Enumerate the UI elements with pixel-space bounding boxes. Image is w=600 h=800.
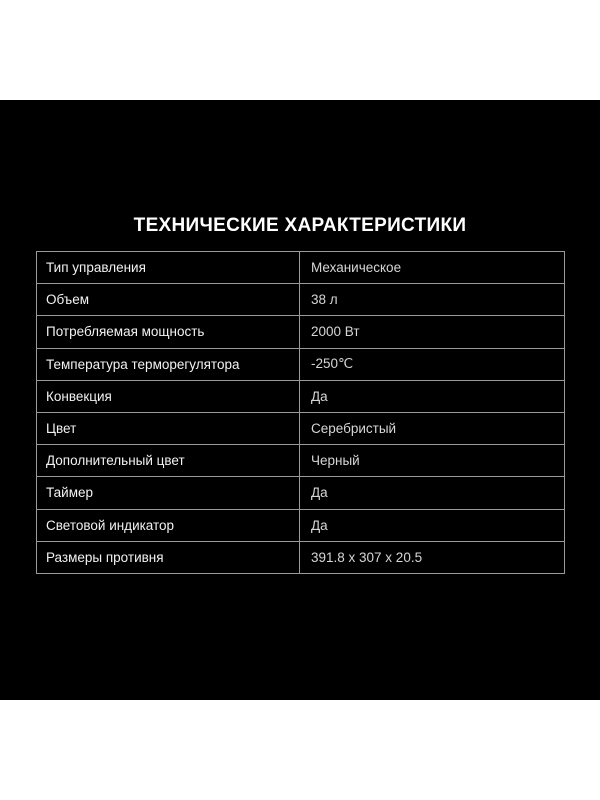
spec-value: Да — [300, 380, 565, 412]
spec-label: Световой индикатор — [37, 509, 300, 541]
page-title: ТЕХНИЧЕСКИЕ ХАРАКТЕРИСТИКИ — [133, 215, 467, 236]
spec-label: Температура терморегулятора — [37, 348, 300, 380]
spec-label: Потребляемая мощность — [37, 316, 300, 348]
spec-value: Черный — [300, 445, 565, 477]
spec-value: Да — [300, 509, 565, 541]
table-row — [37, 348, 565, 380]
spec-value: 2000 Вт — [300, 316, 565, 348]
table-row — [37, 316, 565, 348]
spec-value: 391.8 x 307 x 20.5 — [300, 541, 565, 573]
spec-value: 38 л — [300, 284, 565, 316]
spec-label: Размеры противня — [37, 541, 300, 573]
spec-table — [36, 251, 565, 574]
spec-label: Таймер — [37, 477, 300, 509]
table-row — [37, 509, 565, 541]
spec-value: Да — [300, 477, 565, 509]
table-row — [37, 380, 565, 412]
spec-value: Серебристый — [300, 412, 565, 444]
table-row — [37, 541, 565, 573]
spec-label: Тип управления — [37, 252, 300, 284]
spec-label: Объем — [37, 284, 300, 316]
table-row — [37, 412, 565, 444]
table-row — [37, 284, 565, 316]
spec-label: Цвет — [37, 412, 300, 444]
spec-label: Конвекция — [37, 380, 300, 412]
spec-value: -250℃ — [300, 348, 565, 380]
table-row — [37, 252, 565, 284]
spec-value: Механическое — [300, 252, 565, 284]
table-row — [37, 477, 565, 509]
spec-label: Дополнительный цвет — [37, 445, 300, 477]
table-row — [37, 445, 565, 477]
